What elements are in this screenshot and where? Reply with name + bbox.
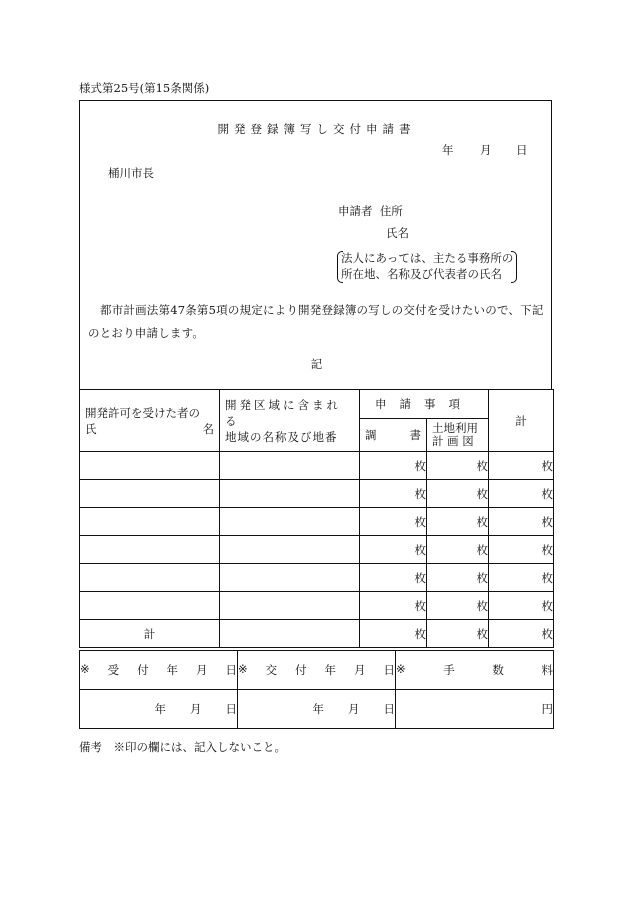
total-cell[interactable]: 枚: [489, 592, 554, 620]
fee-label-char: 料: [541, 663, 553, 677]
delivery-label-char: 日: [383, 663, 395, 677]
fee-label-char: 数: [492, 663, 504, 677]
applicant-name-label: 氏名: [386, 226, 409, 240]
total-cell[interactable]: 枚: [489, 508, 554, 536]
total-row-total: 枚: [489, 620, 554, 648]
delivery-label-char: 年: [324, 663, 337, 677]
receipt-date-header: [80, 651, 238, 690]
area-header: [220, 390, 360, 452]
holder-cell[interactable]: [80, 592, 220, 620]
area-cell[interactable]: [220, 592, 360, 620]
delivery-date-header: [238, 651, 396, 690]
receipt-label-char: 付: [137, 663, 149, 677]
chosho-b: 書: [409, 428, 421, 442]
corporate-note: [341, 250, 513, 282]
form-code: 様式第25号(第15条関係): [79, 81, 210, 95]
receipt-date-value[interactable]: [80, 690, 238, 729]
landuse-cell[interactable]: 枚: [427, 564, 489, 592]
applicant-address-label: [338, 203, 403, 219]
bracket-right: [511, 251, 517, 283]
landuse-header: [427, 419, 489, 452]
total-cell[interactable]: 枚: [489, 564, 554, 592]
area-line2: 地域の名称及び地番: [225, 429, 338, 444]
chosho-header: [360, 419, 427, 452]
receipt-label-char: 日: [225, 663, 237, 677]
landuse-line2: 計 画 図: [432, 434, 474, 448]
chosho-cell[interactable]: 枚: [360, 536, 427, 564]
total-cell[interactable]: 枚: [489, 452, 554, 480]
chosho-cell[interactable]: 枚: [360, 592, 427, 620]
form-title: 開発登録簿写し交付申請書: [217, 122, 416, 136]
holder-cell[interactable]: [80, 564, 220, 592]
date-unit: 日: [225, 702, 237, 716]
table-row: [80, 508, 554, 536]
area-cell[interactable]: [220, 480, 360, 508]
permit-holder-shi: 氏: [85, 421, 97, 436]
application-date: [442, 142, 528, 158]
permit-holder-header: [80, 390, 220, 452]
area-cell[interactable]: [220, 508, 360, 536]
applicant-label: 申請者: [338, 204, 373, 218]
chosho-cell[interactable]: 枚: [360, 508, 427, 536]
remark: 備考 ※印の欄には、記入しないこと。: [79, 740, 286, 754]
table-row: [80, 452, 554, 480]
office-use-table: [79, 650, 554, 729]
delivery-date-value[interactable]: [238, 690, 396, 729]
ki-heading: 記: [310, 357, 323, 371]
area-cell[interactable]: [220, 536, 360, 564]
landuse-line1: 土地利用: [432, 421, 478, 435]
fee-header: [396, 651, 554, 690]
receipt-label-char: 年: [166, 663, 179, 677]
request-table: [79, 389, 554, 648]
addressee: 桶川市長: [108, 166, 154, 180]
year-label: 年: [442, 143, 454, 157]
date-unit: 月: [348, 702, 360, 716]
receipt-label-char: 月: [196, 663, 208, 677]
request-items-header: 申請事項: [360, 390, 489, 419]
total-row-chosho: 枚: [360, 620, 427, 648]
date-unit: 年: [312, 702, 324, 716]
landuse-cell[interactable]: 枚: [427, 592, 489, 620]
chosho-cell[interactable]: 枚: [360, 564, 427, 592]
date-unit: 年: [154, 702, 166, 716]
total-row-landuse: 枚: [427, 620, 489, 648]
table-row: [80, 480, 554, 508]
address-label: 住所: [379, 204, 403, 218]
area-cell[interactable]: [220, 564, 360, 592]
landuse-cell[interactable]: 枚: [427, 536, 489, 564]
landuse-cell[interactable]: 枚: [427, 508, 489, 536]
chosho-a: 調: [365, 428, 377, 442]
permit-holder-line1: 開発許可を受けた者の: [85, 405, 200, 420]
area-cell[interactable]: [220, 452, 360, 480]
total-header: 計: [489, 390, 554, 452]
table-row: [80, 592, 554, 620]
bracket-left: [337, 251, 343, 283]
mark: ※: [396, 662, 406, 676]
fee-value[interactable]: [396, 690, 554, 729]
mark: ※: [80, 662, 90, 676]
yen-label: 円: [541, 702, 553, 716]
total-row-label: 計: [80, 620, 220, 648]
fee-label-char: 手: [443, 663, 455, 677]
permit-holder-mei: 名: [202, 421, 214, 436]
total-cell[interactable]: 枚: [489, 536, 554, 564]
day-label: 日: [516, 143, 528, 157]
holder-cell[interactable]: [80, 508, 220, 536]
total-row-area[interactable]: [220, 620, 360, 648]
delivery-label-char: 交: [265, 663, 278, 677]
table-row: [80, 564, 554, 592]
landuse-cell[interactable]: 枚: [427, 480, 489, 508]
table-row: [80, 536, 554, 564]
holder-cell[interactable]: [80, 480, 220, 508]
landuse-cell[interactable]: 枚: [427, 452, 489, 480]
delivery-label-char: 月: [354, 663, 366, 677]
corporate-note-line1: 法人にあっては、主たる事務所の: [341, 251, 514, 265]
holder-cell[interactable]: [80, 452, 220, 480]
month-label: 月: [480, 143, 492, 157]
corporate-note-line2: 所在地、名称及び代表者の氏名: [341, 267, 502, 281]
application-frame: [79, 100, 552, 389]
chosho-cell[interactable]: 枚: [360, 480, 427, 508]
delivery-label-char: 付: [295, 663, 307, 677]
receipt-label-char: 受: [107, 663, 120, 677]
holder-cell[interactable]: [80, 536, 220, 564]
chosho-cell[interactable]: 枚: [360, 452, 427, 480]
total-cell[interactable]: 枚: [489, 480, 554, 508]
date-unit: 日: [383, 702, 395, 716]
area-line1: 開発区域に含まれる: [225, 397, 341, 428]
mark: ※: [238, 662, 248, 676]
date-unit: 月: [190, 702, 202, 716]
statement: 都市計画法第47条第5項の規定により開発登録簿の写しの交付を受けたいので、下記のとおり申請します。: [88, 303, 544, 340]
